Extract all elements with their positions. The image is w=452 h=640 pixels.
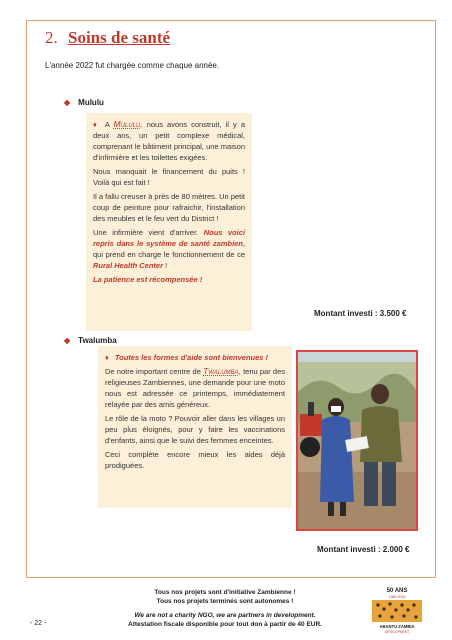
- logo-years: 1984-2024: [388, 595, 406, 599]
- mululu-amount: Montant investi : 3.500 €: [314, 309, 407, 318]
- intro-text: L'année 2022 fut chargée comme chaque année.: [45, 61, 220, 70]
- place-mululu: Mululu,: [113, 119, 143, 129]
- twalumba-amount: Montant investi : 2.000 €: [317, 545, 410, 554]
- twalumba-p4: Ceci complète encore mieux les aides déjà prodiguées.: [105, 450, 285, 470]
- section-title-text: Soins de santé: [68, 28, 171, 47]
- mululu-p3: Il a fallu creuser à près de 80 mètres. Un petit coup de peinture pour rafraichir, l'installation des meubles et le feu vert du District !: [93, 192, 245, 223]
- mululu-heading-text: Mululu: [78, 98, 104, 107]
- diamond-icon: ♦: [93, 120, 99, 129]
- section-title: [45, 28, 170, 48]
- logo-sub: DEVELOPMENT: [384, 630, 410, 634]
- logo-name: ABANTU ZAMBIA: [379, 624, 415, 629]
- mululu-p1: ♦ A Mululu, nous avons construit, il y a deux ans, un petit complexe médical, comprenant le bâtiment principal, une maison d'infirmière et les toilettes exigées.: [93, 119, 245, 162]
- diamond-bullet-icon: ◆: [64, 98, 71, 107]
- footer-line1: Tous nos projets sont d'initiative Zambienne !: [154, 589, 296, 596]
- diamond-icon: ♦: [105, 353, 109, 362]
- mululu-box: [86, 113, 252, 331]
- twalumba-box: [98, 346, 292, 508]
- footer-line2: Tous nos projets terminés sont autonomes !: [156, 598, 294, 605]
- mululu-p5: La patience est récompensée !: [93, 275, 203, 284]
- twalumba-p3: Le rôle de la moto ? Pouvoir aller dans les villages un peu plus éloignés, pour y faire les vaccinations d'enfants, ainsi que le suivi des femmes enceintes.: [105, 414, 285, 445]
- photo-illustration: [298, 352, 416, 529]
- photo-motorbike-handover: [296, 350, 418, 531]
- twalumba-heading: [64, 336, 117, 345]
- abantu-zambia-logo: [368, 583, 426, 635]
- diamond-bullet-icon: ◆: [64, 336, 71, 345]
- twalumba-p2: De notre important centre de Twalumba, tenu par des religieuses Zambiennes, une demande pour une moto nous est adressée ce printemps, immédiatement relayée par des amis généreux.: [105, 366, 286, 409]
- mululu-p4: Une infirmière vient d'arriver. Nous voici repris dans le système de santé zambien, qui prend en charge le fonctionnement de ce Rural Health Center !: [93, 228, 245, 270]
- footer-line3: We are not a charity NGO, we are partners in development.: [134, 612, 316, 619]
- twalumba-heading-text: Twalumba: [78, 336, 117, 345]
- mululu-p2: Nous manquait le financement du puits ! Voilà qui est fait !: [93, 167, 245, 187]
- page-number: - 22 -: [30, 620, 47, 627]
- logo-anniversary: 50 ANS: [386, 588, 408, 594]
- section-number: 2.: [45, 28, 58, 47]
- twalumba-p1: ♦ Toutes les formes d'aide sont bienvenues !: [105, 353, 269, 362]
- mululu-heading: [64, 98, 104, 107]
- place-twalumba: Twalumba,: [203, 366, 241, 376]
- footer-line4: Attestation fiscale disponible pour tout don à partir de 40 EUR.: [128, 621, 322, 628]
